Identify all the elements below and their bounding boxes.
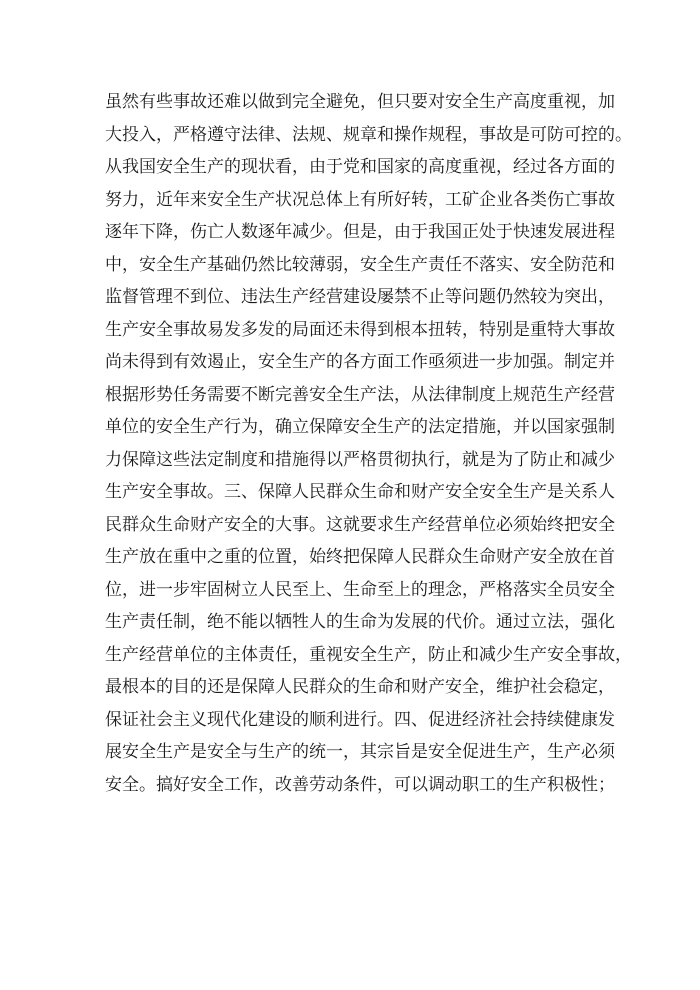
body-text [105,86,632,801]
text-line: 生产安全事故。三、保障人民群众生命和财产安全安全生产是关系人 [105,482,615,502]
text-line: 努力，近年来安全生产状况总体上有所好转，工矿企业各类伤亡事故 [105,189,615,210]
text-line: 单位的安全生产行为，确立保障安全生产的法定措施，并以国家强制 [105,417,615,437]
text-line: 展安全生产是安全与生产的统一，其宗旨是安全促进生产，生产必须 [105,742,615,762]
text-line: 监督管理不到位、违法生产经营建设屡禁不止等问题仍然较为突出， [105,287,615,307]
text-line: 大投入，严格遵守法律、法规、规章和操作规程，事故是可防可控的。 [105,124,632,145]
text-line: 民群众生命财产安全的大事。这就要求生产经营单位必须始终把安全 [105,514,615,535]
text-line: 生产安全事故易发多发的局面还未得到根本扭转，特别是重特大事故 [105,319,615,340]
text-line: 生产放在重中之重的位置，始终把保障人民群众生命财产安全放在首 [105,547,615,567]
text-line: 尚未得到有效遏止，安全生产的各方面工作亟须进一步加强。制定并 [105,352,615,372]
text-line: 生产责任制，绝不能以牺牲人的生命为发展的代价。通过立法，强化 [105,612,615,632]
text-line: 逐年下降，伤亡人数逐年减少。但是，由于我国正处于快速发展进程 [105,222,615,242]
text-line: 根据形势任务需要不断完善安全生产法，从法律制度上规范生产经营 [105,384,615,405]
text-line: 最根本的目的还是保障人民群众的生命和财产安全，维护社会稳定， [105,677,615,697]
text-line: 从我国安全生产的现状看，由于党和国家的高度重视，经过各方面的 [105,157,615,177]
text-line: 生产经营单位的主体责任，重视安全生产，防止和减少生产安全事故， [105,644,632,665]
text-line: 力保障这些法定制度和措施得以严格贯彻执行，就是为了防止和减少 [105,449,615,470]
text-line: 虽然有些事故还难以做到完全避免，但只要对安全生产高度重视，加 [105,92,615,112]
text-line: 位，进一步牢固树立人民至上、生命至上的理念，严格落实全员安全 [105,579,615,600]
text-line: 安全。搞好安全工作，改善劳动条件，可以调动职工的生产积极性； [105,774,615,795]
text-line: 中，安全生产基础仍然比较薄弱，安全生产责任不落实、安全防范和 [105,254,615,275]
text-line: 保证社会主义现代化建设的顺利进行。四、促进经济社会持续健康发 [105,709,615,730]
